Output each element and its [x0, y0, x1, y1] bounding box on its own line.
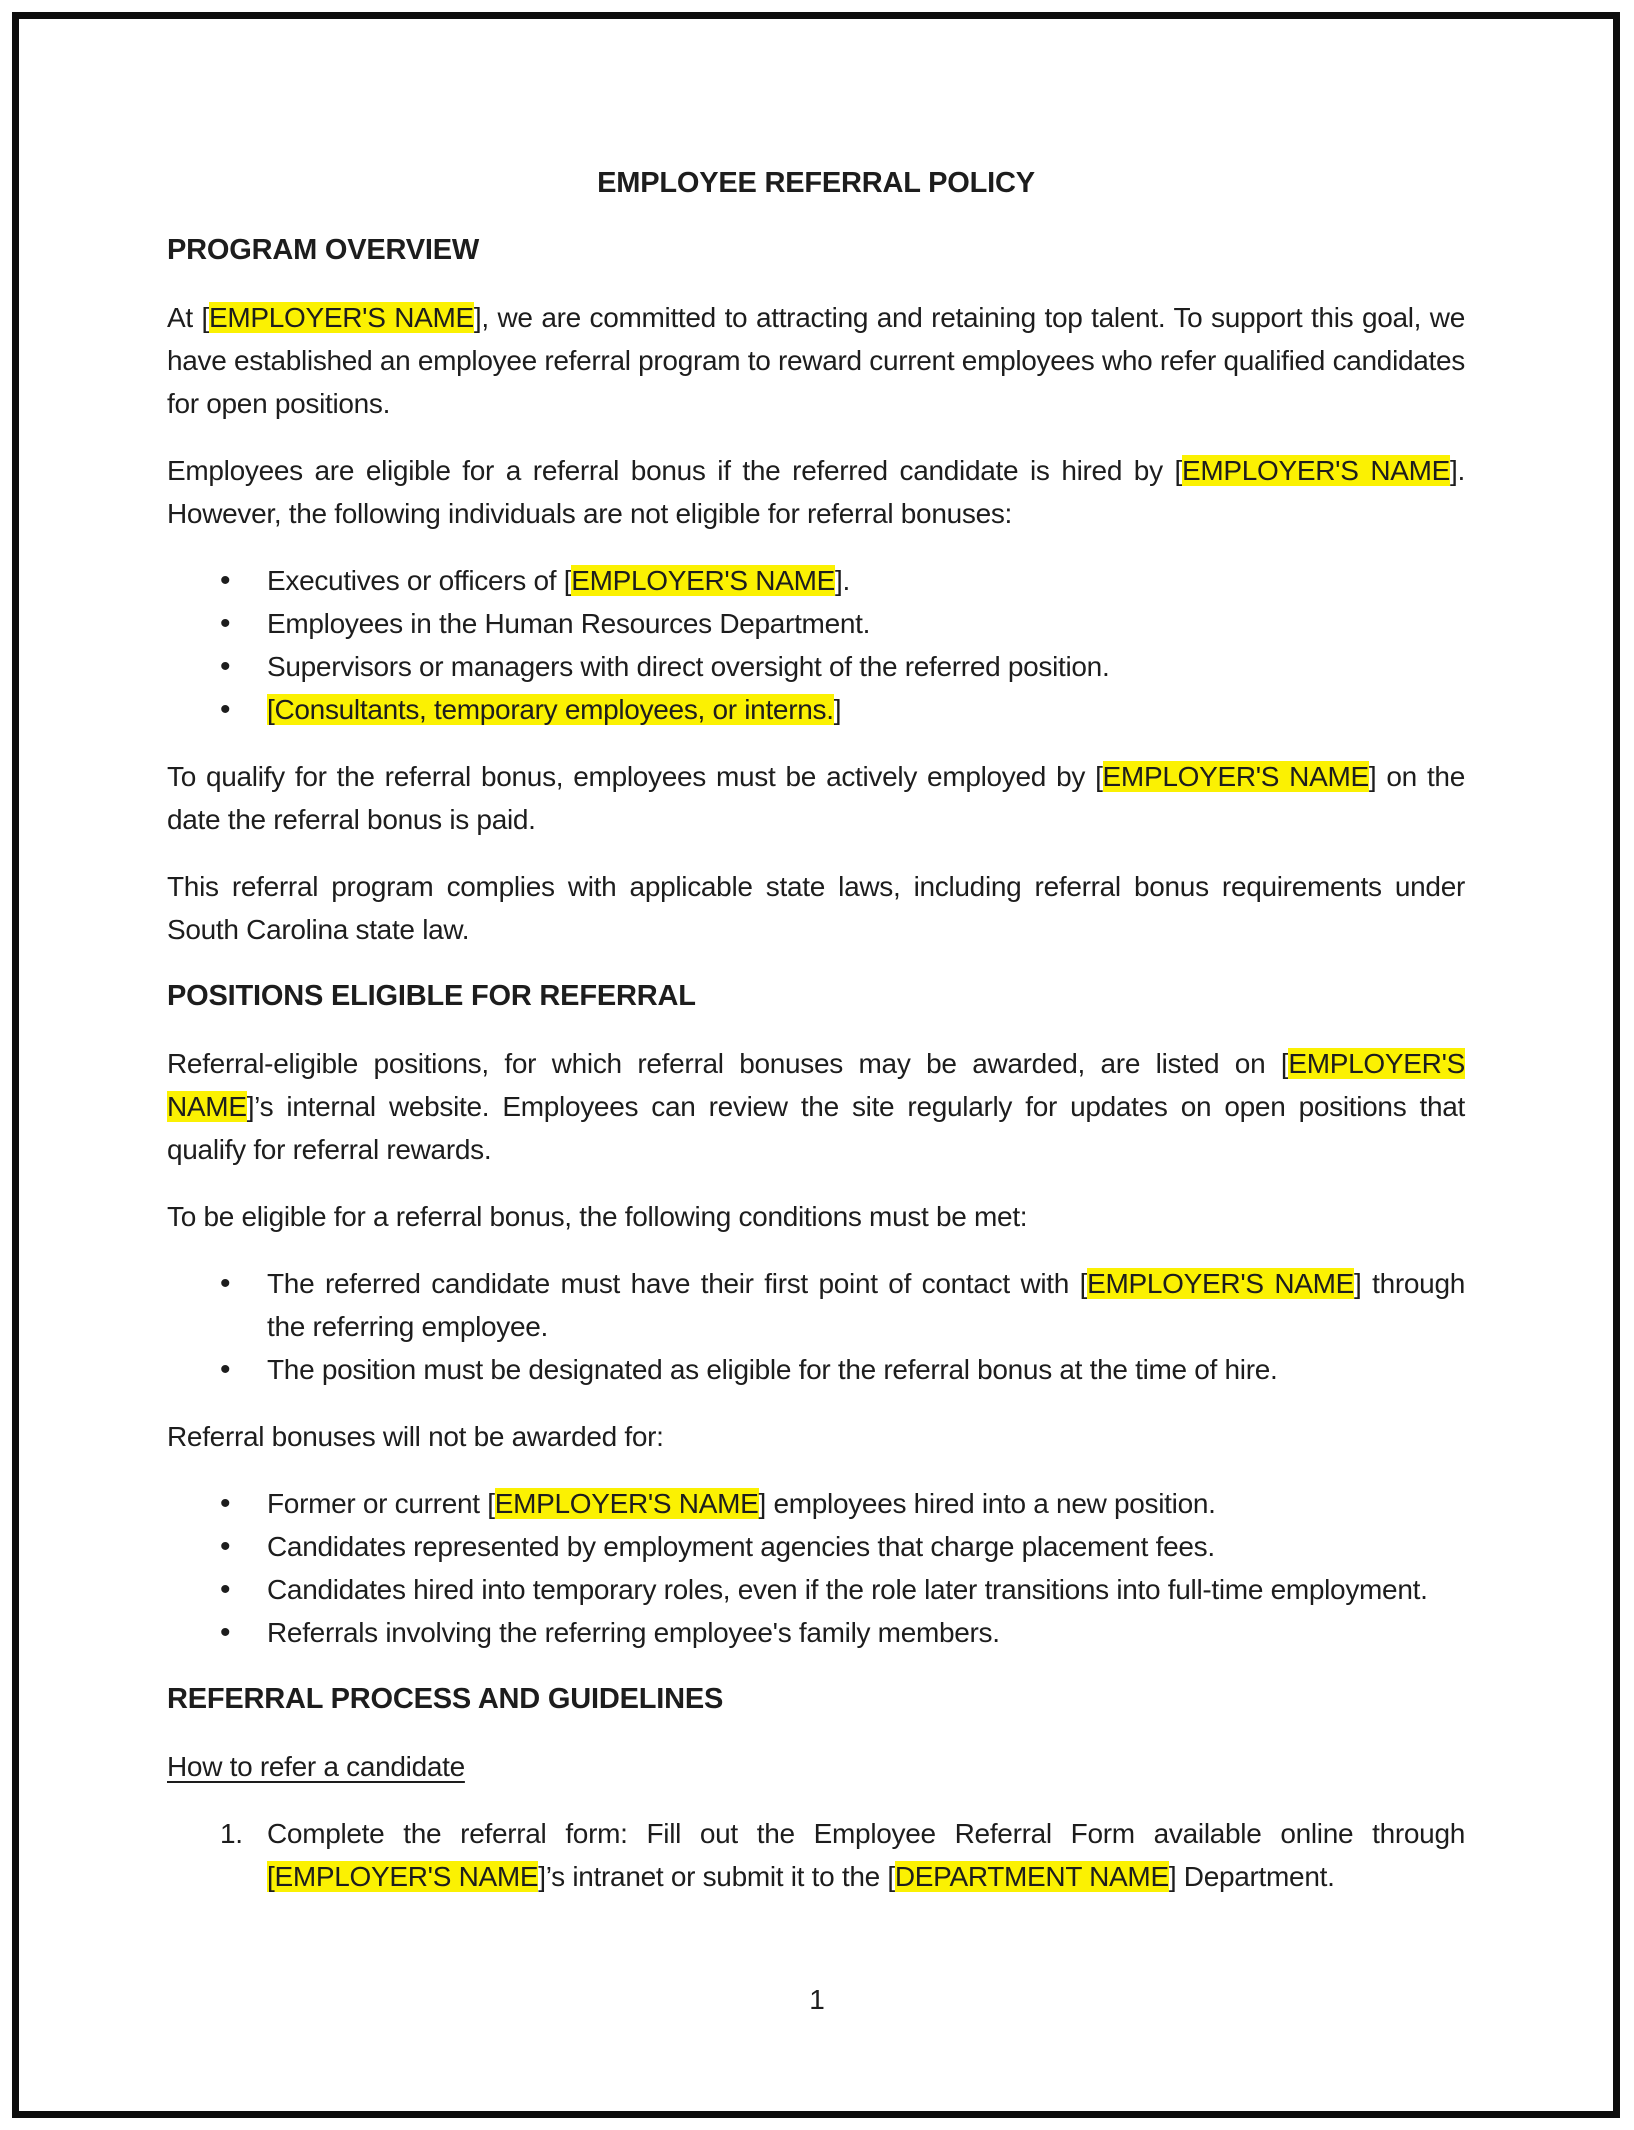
text-segment: ], we are committed to attracting and retaining top talent. To support this goal, we have established an employee referral program to reward current employees who refer qualified candidates for open positions. [167, 302, 1465, 419]
placeholder-highlight: EMPLOYER'S NAME [167, 1048, 1465, 1122]
list-item [267, 1525, 1465, 1568]
placeholder-highlight: [EMPLOYER'S NAME [267, 1861, 539, 1892]
section-heading: REFERRAL PROCESS AND GUIDELINES [167, 1683, 724, 1715]
section-heading: PROGRAM OVERVIEW [167, 234, 480, 266]
list-item [267, 1812, 1465, 1898]
paragraph [167, 755, 1465, 841]
text-segment: Supervisors or managers with direct oversight of the referred position. [267, 651, 1110, 682]
bullet-list [167, 1482, 1465, 1654]
paragraph [167, 865, 1465, 951]
text-segment: Candidates represented by employment agencies that charge placement fees. [267, 1531, 1215, 1562]
text-segment: ] employees hired into a new position. [758, 1488, 1216, 1519]
text-segment: This referral program complies with applicable state laws, including referral bonus requirements under South Carolina state law. [167, 871, 1465, 945]
text-segment: Referral bonuses will not be awarded for: [167, 1421, 664, 1452]
text-segment: Employees in the Human Resources Department. [267, 608, 871, 639]
text-segment: Candidates hired into temporary roles, even if the role later transitions into full-time employment. [267, 1574, 1428, 1605]
text-segment: Referrals involving the referring employee's family members. [267, 1617, 1000, 1648]
text-segment: ] through the referring employee. [267, 1268, 1465, 1342]
subheading-underlined: How to refer a candidate [167, 1751, 465, 1782]
placeholder-highlight: DEPARTMENT NAME [894, 1861, 1169, 1892]
bullet-list [167, 1262, 1465, 1391]
text-segment: Complete the referral form: Fill out the Employee Referral Form available online through [267, 1818, 1465, 1849]
list-item [267, 1482, 1465, 1525]
text-segment: ] [833, 694, 842, 725]
text-segment: At [ [167, 302, 209, 333]
section-heading: POSITIONS ELIGIBLE FOR REFERRAL [167, 980, 696, 1012]
text-segment: To be eligible for a referral bonus, the following conditions must be met: [167, 1201, 1028, 1232]
list-item [267, 602, 1465, 645]
numbered-list [167, 1812, 1465, 1898]
paragraph [167, 1042, 1465, 1171]
text-segment: ]. However, the following individuals are not eligible for referral bonuses: [167, 455, 1465, 529]
text-segment: Former or current [ [267, 1488, 495, 1519]
list-item [267, 1348, 1465, 1391]
placeholder-highlight: EMPLOYER'S NAME [494, 1488, 759, 1519]
list-item [267, 559, 1465, 602]
text-segment: Referral-eligible positions, for which referral bonuses may be awarded, are listed on [ [167, 1048, 1289, 1079]
document-content [167, 162, 1465, 1922]
text-segment: ] Department. [1168, 1861, 1335, 1892]
placeholder-highlight: EMPLOYER'S NAME [571, 565, 835, 596]
text-segment: To qualify for the referral bonus, employees must be actively employed by [ [167, 761, 1103, 792]
text-segment: ] on the date the referral bonus is paid. [167, 761, 1465, 835]
text-segment: The referred candidate must have their first point of contact with [ [267, 1268, 1088, 1299]
bullet-list [167, 559, 1465, 731]
list-item [267, 1568, 1465, 1611]
text-segment: ]’s intranet or submit it to the [ [538, 1861, 895, 1892]
text-segment: Employees are eligible for a referral bonus if the referred candidate is hired by [ [167, 455, 1182, 486]
paragraph [167, 449, 1465, 535]
paragraph [167, 1195, 1465, 1238]
page-number: 1 [809, 1984, 825, 2015]
text-segment: ]. [835, 565, 850, 596]
placeholder-highlight: [Consultants, temporary employees, or interns. [267, 694, 834, 725]
document-title: EMPLOYEE REFERRAL POLICY [597, 167, 1035, 199]
list-item [267, 645, 1465, 688]
placeholder-highlight: EMPLOYER'S NAME [1087, 1268, 1355, 1299]
placeholder-highlight: EMPLOYER'S NAME [1181, 455, 1451, 486]
text-segment: The position must be designated as eligible for the referral bonus at the time of hire. [267, 1354, 1278, 1385]
paragraph [167, 1415, 1465, 1458]
list-item [267, 1611, 1465, 1654]
text-segment: Executives or officers of [ [267, 565, 572, 596]
placeholder-highlight: EMPLOYER'S NAME [1102, 761, 1369, 792]
text-segment: ]’s internal website. Employees can review the site regularly for updates on open positions that qualify for referral rewards. [167, 1091, 1465, 1165]
list-item [267, 688, 1465, 731]
placeholder-highlight: EMPLOYER'S NAME [208, 302, 474, 333]
list-item [267, 1262, 1465, 1348]
document-blocks [167, 229, 1465, 1898]
paragraph [167, 296, 1465, 425]
